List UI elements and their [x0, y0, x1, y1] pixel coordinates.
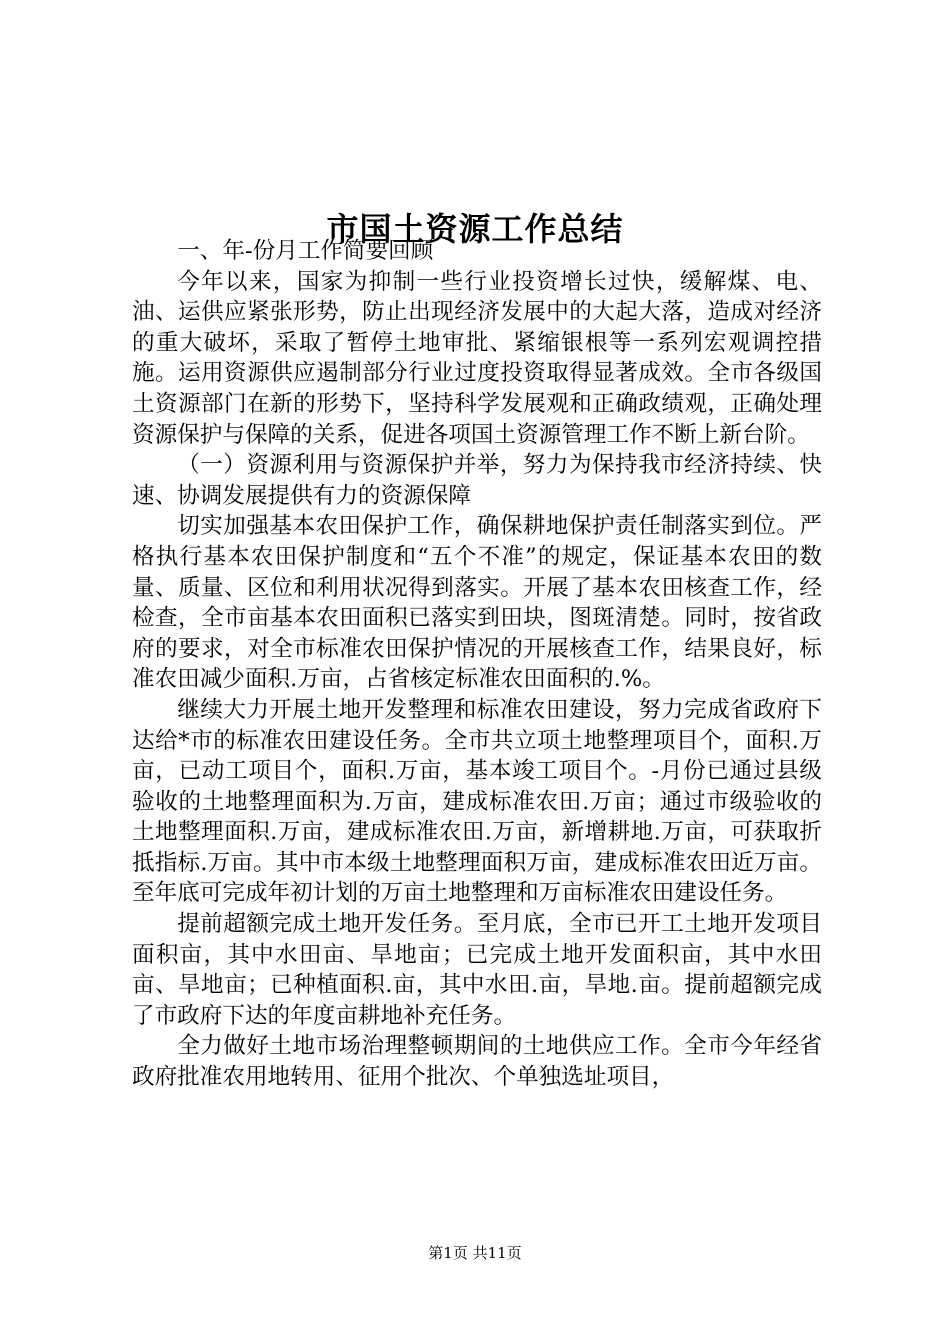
- paragraph: 全力做好土地市场治理整顿期间的土地供应工作。全市今年经省政府批准农用地转用、征用个批次、个单独选址项目，: [132, 1033, 822, 1091]
- subsection-heading: （一）资源利用与资源保护并举，努力为保持我市经济持续、快速、协调发展提供有力的资源保障: [132, 452, 822, 509]
- paragraph: 今年以来，国家为抑制一些行业投资增长过快，缓解煤、电、油、运供应紧张形势，防止出现经济发展中的大起大落，造成对经济的重大破坏，采取了暂停土地审批、紧缩银根等一系列宏观调控措施。运用资源供应遏制部分行业过度投资取得显著成效。全市各级国土资源部门在新的形势下，坚持科学发展观和正确政绩观，正确处理资源保护与保障的关系，促进各项国土资源管理工作不断上新台阶。: [132, 268, 822, 448]
- page-number-footer: 第1页 共11页: [428, 1244, 522, 1262]
- document-title: 市国土资源工作总结: [326, 210, 624, 249]
- paragraph: 切实加强基本农田保护工作，确保耕地保护责任制落实到位。严格执行基本农田保护制度和“五个不准”的规定，保证基本农田的数量、质量、区位和利用状况得到落实。开展了基本农田核查工作，经检查，全市亩基本农田面积已落实到田块，图斑清楚。同时，按省政府的要求，对全市标准农田保护情况的开展核查工作，结果良好，标准农田减少面积.万亩，占省核定标准农田面积的.%。: [132, 513, 822, 693]
- section-heading: 一、年-份月工作简要回顾: [177, 238, 434, 264]
- document-body: [132, 236, 822, 1093]
- paragraph: 继续大力开展土地开发整理和标准农田建设，努力完成省政府下达给*市的标准农田建设任务。全市共立项土地整理项目个，面积.万亩，已动工项目个，面积.万亩，基本竣工项目个。-月份已通过县级验收的土地整理面积为.万亩，建成标准农田.万亩；通过市级验收的土地整理面积.万亩，建成标准农田.万亩，新增耕地.万亩，可获取折抵指标.万亩。其中市本级土地整理面积万亩，建成标准农田近万亩。至年底可完成年初计划的万亩土地整理和万亩标准农田建设任务。: [132, 696, 822, 907]
- paragraph: 提前超额完成土地开发任务。至月底，全市已开工土地开发项目面积亩，其中水田亩、旱地亩；已完成土地开发面积亩，其中水田亩、旱地亩；已种植面积.亩，其中水田.亩，旱地.亩。提前超额完成了市政府下达的年度亩耕地补充任务。: [132, 911, 822, 1029]
